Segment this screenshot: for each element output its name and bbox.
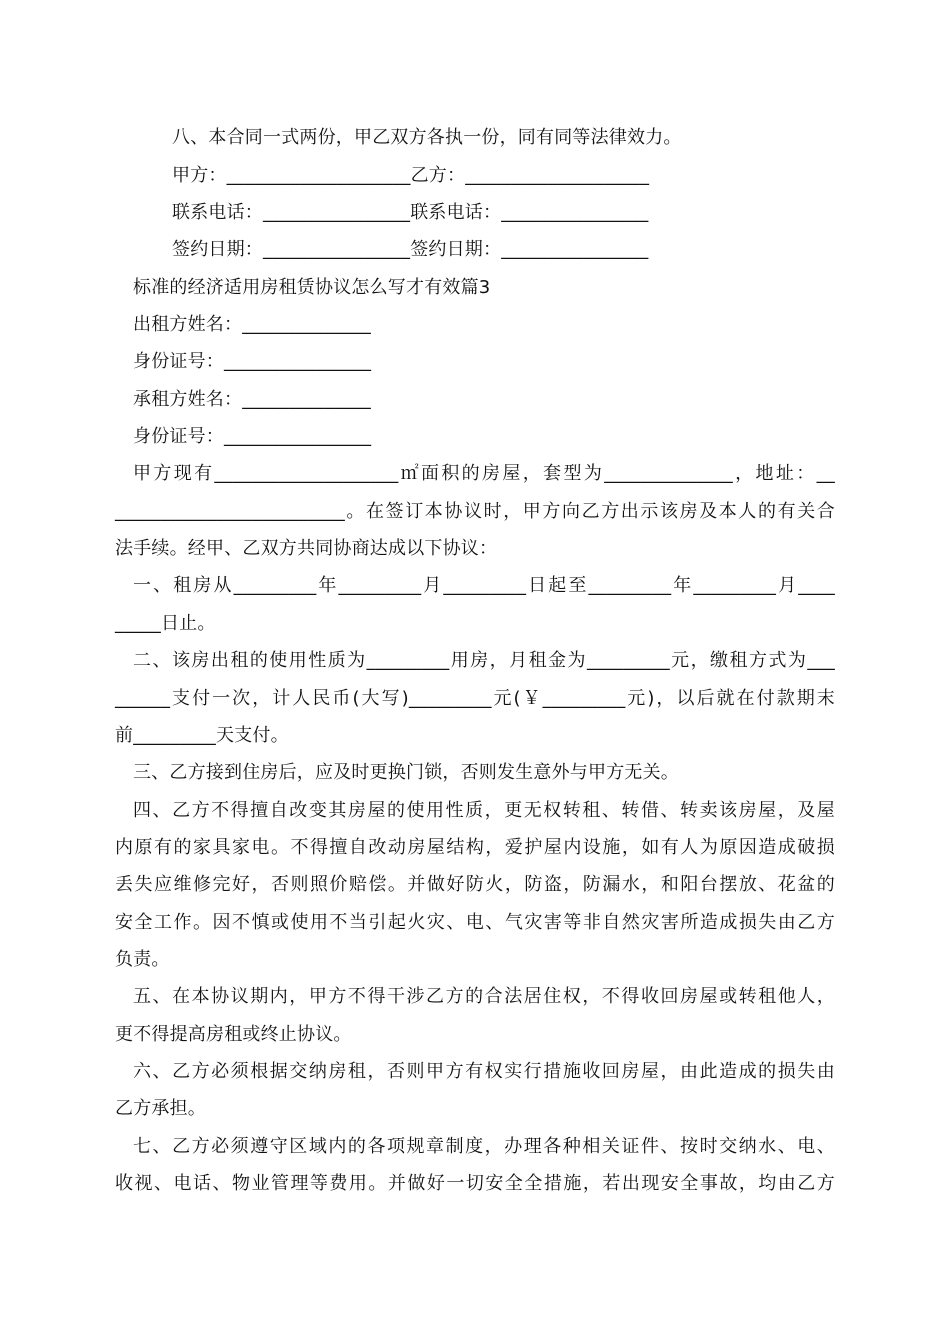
paragraph-line: 法手续。经甲、乙双方共同协商达成以下协议： <box>115 538 498 559</box>
paragraph-line: _________________________。在签订本协议时，甲方向乙方出示该房及本人的有关合 <box>115 501 835 522</box>
clause-8-text: 八、本合同一式两份，甲乙双方各执一份，同有同等法律效力。 <box>172 127 682 148</box>
clause-2-line: ______支付一次，计人民币(大写)_________元(￥_________元)，以后就在付款期末 <box>115 688 835 709</box>
clause-4-line: 丢失应维修完好，否则照价赔偿。并做好防火，防盗，防漏水，和阳台摆放、花盆的 <box>115 874 835 895</box>
lessee-name-field: 承租方姓名：______________ <box>133 389 371 410</box>
clause-2-line: 二、该房出租的使用性质为_________用房，月租金为_________元，缴租方式为___ <box>133 650 835 671</box>
clause-3-line: 三、乙方接到住房后，应及时更换门锁，否则发生意外与甲方无关。 <box>133 762 679 783</box>
signature-phone-line: 联系电话：________________联系电话：________________ <box>172 202 649 223</box>
clause-1-line: _____日止。 <box>115 613 216 634</box>
paragraph-line: 甲方现有____________________㎡面积的房屋，套型为______________，地址：__ <box>133 463 835 484</box>
signature-party-line: 甲方：____________________乙方：____________________ <box>172 165 650 186</box>
signature-date-line: 签约日期：________________签约日期：________________ <box>172 239 649 260</box>
section-heading: 标准的经济适用房租赁协议怎么写才有效篇3 <box>133 277 491 298</box>
clause-4-line: 安全工作。因不慎或使用不当引起火灾、电、气灾害等非自然灾害所造成损失由乙方 <box>115 912 835 933</box>
lessor-id-field: 身份证号：________________ <box>133 351 372 372</box>
clause-4-line: 四、乙方不得擅自改变其房屋的使用性质，更无权转租、转借、转卖该房屋，及屋 <box>133 800 835 821</box>
lessee-id-field: 身份证号：________________ <box>133 426 372 447</box>
clause-7-line: 收视、电话、物业管理等费用。并做好一切安全全措施，若出现安全事故，均由乙方 <box>115 1173 835 1194</box>
clause-6-line: 乙方承担。 <box>115 1098 206 1119</box>
clause-4-line: 负责。 <box>115 949 170 970</box>
clause-1-line: 一、租房从_________年_________月_________日起至_________年_________月____ <box>133 575 835 596</box>
clause-5-line: 五、在本协议期内，甲方不得干涉乙方的合法居住权，不得收回房屋或转租他人， <box>133 986 835 1007</box>
clause-4-line: 内原有的家具家电。不得擅自改动房屋结构，爱护屋内设施，如有人为原因造成破损 <box>115 837 835 858</box>
clause-7-line: 七、乙方必须遵守区域内的各项规章制度，办理各种相关证件、按时交纳水、电、 <box>133 1136 835 1157</box>
lessor-name-field: 出租方姓名：______________ <box>133 314 371 335</box>
clause-2-line: 前_________天支付。 <box>115 725 289 746</box>
clause-5-line: 更不得提高房租或终止协议。 <box>115 1024 352 1045</box>
clause-6-line: 六、乙方必须根据交纳房租，否则甲方有权实行措施收回房屋，由此造成的损失由 <box>133 1061 835 1082</box>
